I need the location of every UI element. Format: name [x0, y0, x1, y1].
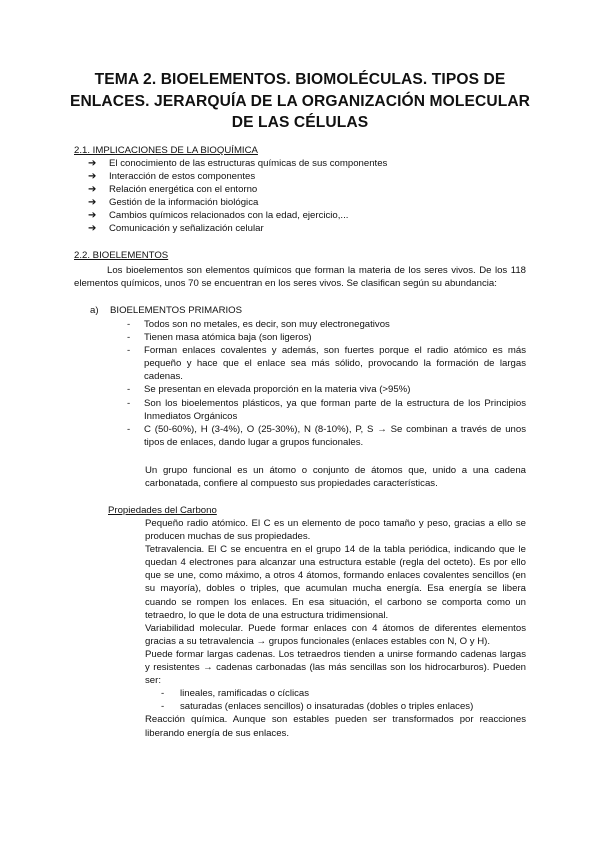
- list-item: - Son los bioelementos plásticos, ya que forman parte de la estructura de los Principios Inmediatos Orgánicos: [127, 397, 526, 422]
- list-item: - saturadas (enlaces sencillos) o insaturadas (dobles o triples enlaces): [161, 701, 474, 713]
- paragraph: Reacción química. Aunque son estables pueden ser transformados por reacciones liberando energía de sus enlaces.: [145, 714, 526, 739]
- list-item: ➔ Gestión de la información biológica: [88, 197, 259, 209]
- list-item: - Se presentan en elevada proporción en la materia viva (>95%): [127, 384, 411, 396]
- arrow-bullet-icon: ➔: [88, 158, 97, 169]
- carbon-properties-heading: Propiedades del Carbono: [108, 505, 217, 516]
- list-item: - C (50-60%), H (3-4%), O (25-30%), N (8-10%), P, S → Se combinan a través de unos tipos de enlaces, dando lugar a grupos funcionales.: [127, 423, 526, 448]
- list-item: ➔ Cambios químicos relacionados con la edad, ejercicio,...: [88, 210, 349, 222]
- arrow-bullet-icon: ➔: [88, 184, 97, 196]
- carbon-properties-body: [145, 517, 526, 740]
- implicaciones-list: [88, 157, 387, 236]
- arrow-bullet-icon: ➔: [88, 210, 97, 222]
- subheading-bioelementos-primarios: a) BIOELEMENTOS PRIMARIOS: [90, 305, 243, 316]
- paragraph: Pequeño radio atómico. El C es un elemento de poco tamaño y peso, gracias a ello se producen muchas de sus propiedades.: [145, 518, 526, 543]
- paragraph: Tetravalencia. El C se encuentra en el grupo 14 de la tabla periódica, indicando que le quedan 4 electrones para alcanzar una estructura estable (regla del octeto). Es por ello que se une, como máximo, a otros 4 átomos, formando enlaces covalentes sencillos (en su mayoría), dobles o triples, que acumulan mucha energía. Esa energía se libera cuando se rompen los enlaces. En esa situación, el carbono se comporta como un tetraedro, lo que le dota de una estructura tridimensional.: [145, 544, 526, 621]
- arrow-bullet-icon: ➔: [88, 197, 97, 209]
- functional-group-paragraph: Un grupo funcional es un átomo o conjunto de átomos que, unido a una cadena carbonatada, confiere al compuesto sus propiedades características.: [145, 465, 526, 490]
- intro-paragraph: Los bioelementos son elementos químicos que forman la materia de los seres vivos. De los 118 elementos químicos, unos 70 se encuentran en los seres vivos. Se clasifican según su abundancia:: [74, 265, 526, 290]
- list-item: - Todos son no metales, es decir, son muy electronegativos: [127, 319, 390, 330]
- section-heading-bioelementos: 2.2. BIOELEMENTOS: [74, 250, 169, 261]
- arrow-bullet-icon: ➔: [88, 223, 97, 235]
- list-item: ➔ Comunicación y señalización celular: [88, 223, 264, 235]
- arrow-bullet-icon: ➔: [88, 171, 97, 183]
- list-item: - lineales, ramificadas o cíclicas: [161, 688, 310, 700]
- chain-types-list: [145, 687, 526, 713]
- list-item: ➔ El conocimiento de las estructuras químicas de sus componentes: [88, 158, 388, 169]
- list-item: - Tienen masa atómica baja (son ligeros): [127, 332, 312, 344]
- page-title: TEMA 2. BIOELEMENTOS. BIOMOLÉCULAS. TIPOS DE ENLACES. JERARQUÍA DE LA ORGANIZACIÓN MOLECULAR DE LAS CÉLULAS: [69, 71, 531, 132]
- paragraph: Puede formar largas cadenas. Los tetraedros tienden a unirse formando cadenas largas y resistentes → cadenas carbonadas (las más sencillas son los hidrocarburos). Pueden ser:: [145, 648, 526, 687]
- list-item: ➔ Interacción de estos componentes: [88, 171, 256, 183]
- paragraph: Variabilidad molecular. Puede formar enlaces con 4 átomos de diferentes elementos gracias a su tetravalencia → grupos funcionales (enlaces estables con N, O y H).: [145, 622, 526, 647]
- section-heading-implicaciones: 2.1. IMPLICACIONES DE LA BIOQUÍMICA: [74, 145, 258, 156]
- primarios-list: [124, 318, 526, 449]
- list-item: ➔ Relación energética con el entorno: [88, 184, 258, 196]
- list-item: - Forman enlaces covalentes y además, son fuertes porque el radio atómico es más pequeño y hace que el enlace sea más sólido, provocando la formación de largas cadenas.: [127, 345, 526, 383]
